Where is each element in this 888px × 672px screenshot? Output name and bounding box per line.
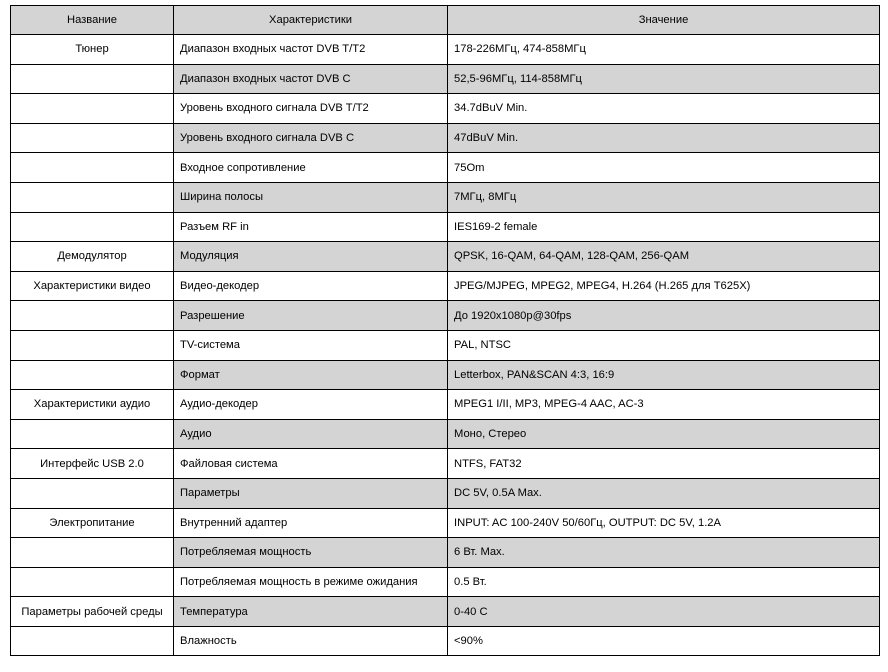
table-row	[11, 508, 880, 538]
row-feature-cell: Потребляемая мощность в режиме ожидания	[174, 567, 448, 597]
table-row	[11, 182, 880, 212]
row-feature-cell: Ширина полосы	[174, 182, 448, 212]
table-row	[11, 271, 880, 301]
table-row	[11, 360, 880, 390]
row-feature-cell: Потребляемая мощность	[174, 538, 448, 568]
row-value-cell: <90%	[448, 626, 880, 656]
row-name-cell	[11, 419, 174, 449]
row-value-cell: 178-226МГц, 474-858МГц	[448, 35, 880, 65]
row-name-cell	[11, 538, 174, 568]
row-value-cell: NTFS, FAT32	[448, 449, 880, 479]
row-feature-cell: Влажность	[174, 626, 448, 656]
row-feature-cell: Уровень входного сигнала DVB T/T2	[174, 94, 448, 124]
table-row	[11, 330, 880, 360]
row-value-cell: IES169-2 female	[448, 212, 880, 242]
row-value-cell: MPEG1 I/II, MP3, MPEG-4 AAC, AC-3	[448, 390, 880, 420]
row-name-cell: Тюнер	[11, 35, 174, 65]
row-value-cell: 6 Вт. Max.	[448, 538, 880, 568]
row-value-cell: 75Om	[448, 153, 880, 183]
header-feature: Характеристики	[174, 6, 448, 35]
table-row	[11, 567, 880, 597]
row-name-cell: Электропитание	[11, 508, 174, 538]
row-value-cell: 0.5 Вт.	[448, 567, 880, 597]
row-feature-cell: Формат	[174, 360, 448, 390]
spec-table	[10, 5, 880, 656]
row-feature-cell: Внутренний адаптер	[174, 508, 448, 538]
row-value-cell: QPSK, 16-QAM, 64-QAM, 128-QAM, 256-QAM	[448, 242, 880, 272]
row-feature-cell: Разрешение	[174, 301, 448, 331]
spec-body	[11, 35, 880, 656]
row-value-cell: Letterbox, PAN&SCAN 4:3, 16:9	[448, 360, 880, 390]
row-value-cell: PAL, NTSC	[448, 330, 880, 360]
row-name-cell	[11, 567, 174, 597]
table-row	[11, 449, 880, 479]
row-name-cell: Параметры рабочей среды	[11, 597, 174, 627]
table-row	[11, 390, 880, 420]
row-name-cell	[11, 182, 174, 212]
table-row	[11, 153, 880, 183]
row-name-cell	[11, 153, 174, 183]
table-row	[11, 597, 880, 627]
row-value-cell: До 1920x1080p@30fps	[448, 301, 880, 331]
row-name-cell: Характеристики видео	[11, 271, 174, 301]
table-row	[11, 301, 880, 331]
row-feature-cell: Температура	[174, 597, 448, 627]
table-row	[11, 626, 880, 656]
row-name-cell	[11, 360, 174, 390]
row-feature-cell: Файловая система	[174, 449, 448, 479]
row-feature-cell: Аудио	[174, 419, 448, 449]
header-row	[11, 6, 880, 35]
row-value-cell: JPEG/MJPEG, MPEG2, MPEG4, H.264 (H.265 для T625X)	[448, 271, 880, 301]
row-name-cell	[11, 301, 174, 331]
header-name: Название	[11, 6, 174, 35]
row-value-cell: INPUT: AC 100-240V 50/60Гц, OUTPUT: DC 5V, 1.2A	[448, 508, 880, 538]
row-name-cell	[11, 212, 174, 242]
row-feature-cell: Разъем RF in	[174, 212, 448, 242]
row-feature-cell: Диапазон входных частот DVB C	[174, 64, 448, 94]
row-feature-cell: Входное сопротивление	[174, 153, 448, 183]
table-row	[11, 419, 880, 449]
row-name-cell: Характеристики аудио	[11, 390, 174, 420]
row-value-cell: Моно, Стерео	[448, 419, 880, 449]
row-feature-cell: Аудио-декодер	[174, 390, 448, 420]
table-row	[11, 94, 880, 124]
table-row	[11, 123, 880, 153]
row-feature-cell: TV-система	[174, 330, 448, 360]
row-name-cell	[11, 330, 174, 360]
table-row	[11, 212, 880, 242]
table-row	[11, 242, 880, 272]
row-name-cell: Демодулятор	[11, 242, 174, 272]
row-feature-cell: Уровень входного сигнала DVB C	[174, 123, 448, 153]
row-value-cell: 52,5-96МГц, 114-858МГц	[448, 64, 880, 94]
table-row	[11, 35, 880, 65]
row-feature-cell: Модуляция	[174, 242, 448, 272]
table-row	[11, 478, 880, 508]
header-value: Значение	[448, 6, 880, 35]
row-name-cell: Интерфейс USB 2.0	[11, 449, 174, 479]
row-name-cell	[11, 94, 174, 124]
row-value-cell: 34.7dBuV Min.	[448, 94, 880, 124]
row-name-cell	[11, 64, 174, 94]
table-row	[11, 64, 880, 94]
row-feature-cell: Параметры	[174, 478, 448, 508]
row-name-cell	[11, 626, 174, 656]
row-name-cell	[11, 478, 174, 508]
table-row	[11, 538, 880, 568]
row-name-cell	[11, 123, 174, 153]
row-feature-cell: Диапазон входных частот DVB T/T2	[174, 35, 448, 65]
row-value-cell: DC 5V, 0.5A Max.	[448, 478, 880, 508]
row-value-cell: 47dBuV Min.	[448, 123, 880, 153]
row-feature-cell: Видео-декодер	[174, 271, 448, 301]
row-value-cell: 7МГц, 8МГц	[448, 182, 880, 212]
row-value-cell: 0-40 C	[448, 597, 880, 627]
